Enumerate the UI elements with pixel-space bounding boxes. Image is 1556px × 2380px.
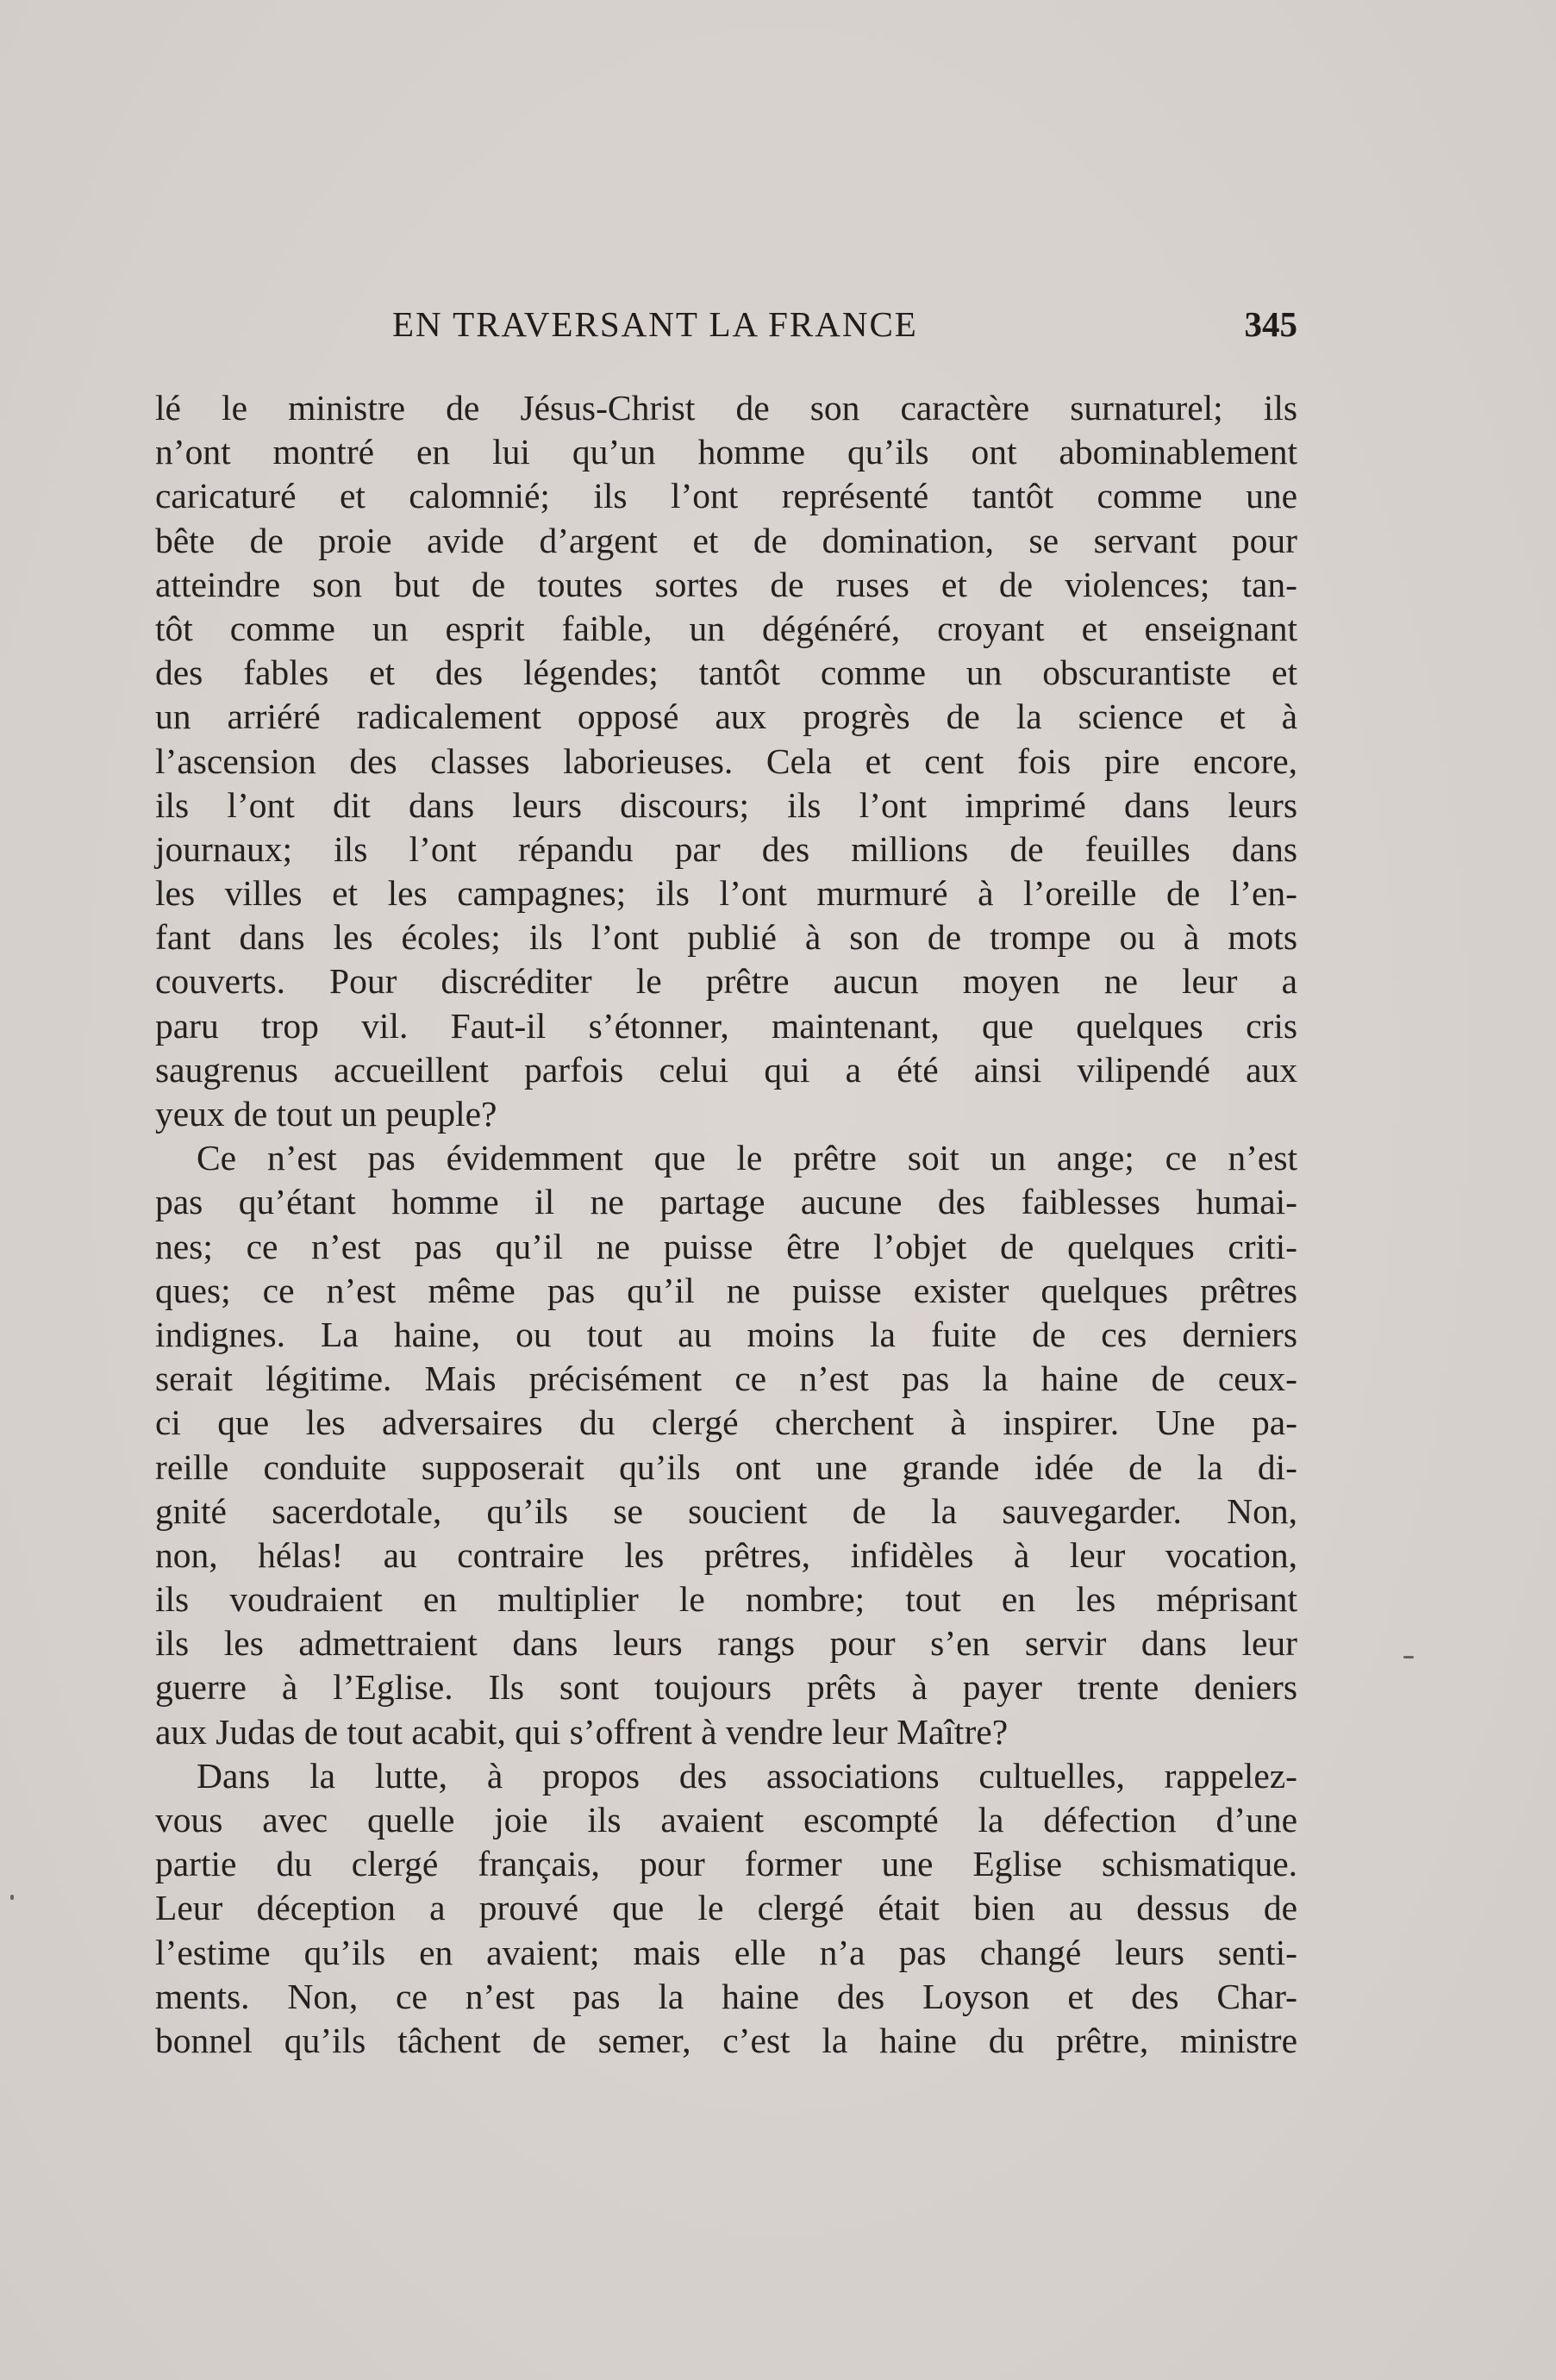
text-line: ments. Non, ce n’est pas la haine des Loyson et des Char- [155, 1976, 1297, 2016]
text-line: n’ont montré en lui qu’un homme qu’ils ont abominablement [155, 432, 1297, 472]
paragraph-1 [155, 386, 1297, 1136]
text-line: les villes et les campagnes; ils l’ont murmuré à l’oreille de l’en- [155, 873, 1297, 914]
text-line: l’estime qu’ils en avaient; mais elle n’a pas changé leurs senti- [155, 1932, 1297, 1972]
page-number: 345 [1244, 304, 1297, 344]
text-line: couverts. Pour discréditer le prêtre aucun moyen ne leur a [155, 961, 1297, 1002]
text-line: atteindre son but de toutes sortes de ruses et de violences; tan- [155, 564, 1297, 604]
page-header [155, 298, 1297, 350]
text-line: un arriéré radicalement opposé aux progrès de la science et à [155, 697, 1297, 737]
text-line: ils les admettraient dans leurs rangs pour s’en servir dans leur [155, 1623, 1297, 1664]
text-line: Leur déception a prouvé que le clergé était bien au dessus de [155, 1888, 1297, 1928]
text-line: tôt comme un esprit faible, un dégénéré, croyant et enseignant [155, 608, 1297, 648]
text-line: Dans la lutte, à propos des associations cultuelles, rappelez- [197, 1755, 1297, 1796]
text-line: bonnel qu’ils tâchent de semer, c’est la haine du prêtre, ministre [155, 2020, 1297, 2060]
text-line: guerre à l’Eglise. Ils sont toujours prêts à payer trente deniers [155, 1667, 1297, 1708]
text-line: des fables et des légendes; tantôt comme un obscurantiste et [155, 653, 1297, 693]
text-line: l’ascension des classes laborieuses. Cela et cent fois pire encore, [155, 740, 1297, 781]
text-line: gnité sacerdotale, qu’ils se soucient de la sauvegarder. Non, [155, 1490, 1297, 1531]
text-line: ques; ce n’est même pas qu’il ne puisse exister quelques prêtres [155, 1270, 1297, 1310]
text-line: aux Judas de tout acabit, qui s’offrent à vendre leur Maître? [155, 1711, 1009, 1752]
body-text [155, 386, 1297, 2063]
text-line: ci que les adversaires du clergé cherchent à inspirer. Une pa- [155, 1402, 1297, 1443]
text-line: bête de proie avide d’argent et de domination, se servant pour [155, 520, 1297, 560]
text-line: journaux; ils l’ont répandu par des millions de feuilles dans [155, 828, 1297, 869]
text-line: indignes. La haine, ou tout au moins la fuite de ces derniers [155, 1314, 1297, 1354]
text-line: caricaturé et calomnié; ils l’ont représenté tantôt comme une [155, 476, 1297, 516]
text-line: ils l’ont dit dans leurs discours; ils l’ont imprimé dans leurs [155, 784, 1297, 825]
paragraph-3 [155, 1754, 1297, 2063]
text-line: nes; ce n’est pas qu’il ne puisse être l’objet de quelques criti- [155, 1226, 1297, 1266]
ink-speck [1403, 1656, 1414, 1659]
text-line: pas qu’étant homme il ne partage aucune des faiblesses humai- [155, 1182, 1297, 1222]
text-line: lé le ministre de Jésus-Christ de son caractère surnaturel; ils [155, 388, 1297, 428]
text-line: fant dans les écoles; ils l’ont publié à son de trompe ou à mots [155, 917, 1297, 958]
text-line: ils voudraient en multiplier le nombre; tout en les méprisant [155, 1579, 1297, 1620]
text-line: Ce n’est pas évidemment que le prêtre soit un ange; ce n’est [197, 1138, 1297, 1178]
ink-speck [10, 1895, 14, 1900]
text-line: partie du clergé français, pour former une Eglise schismatique. [155, 1844, 1297, 1884]
paragraph-2 [155, 1136, 1297, 1754]
text-line: saugrenus accueillent parfois celui qui a été ainsi vilipendé aux [155, 1049, 1297, 1090]
text-line: non, hélas! au contraire les prêtres, infidèles à leur vocation, [155, 1534, 1297, 1575]
text-line: reille conduite supposerait qu’ils ont une grande idée de la di- [155, 1446, 1297, 1487]
text-line: vous avec quelle joie ils avaient escompté la défection d’une [155, 1800, 1297, 1840]
text-line: serait légitime. Mais précisément ce n’est pas la haine de ceux- [155, 1359, 1297, 1399]
running-title: EN TRAVERSANT LA FRANCE [392, 304, 918, 344]
text-line: yeux de tout un peuple? [155, 1094, 497, 1134]
text-line: paru trop vil. Faut-il s’étonner, maintenant, que quelques cris [155, 1005, 1297, 1046]
